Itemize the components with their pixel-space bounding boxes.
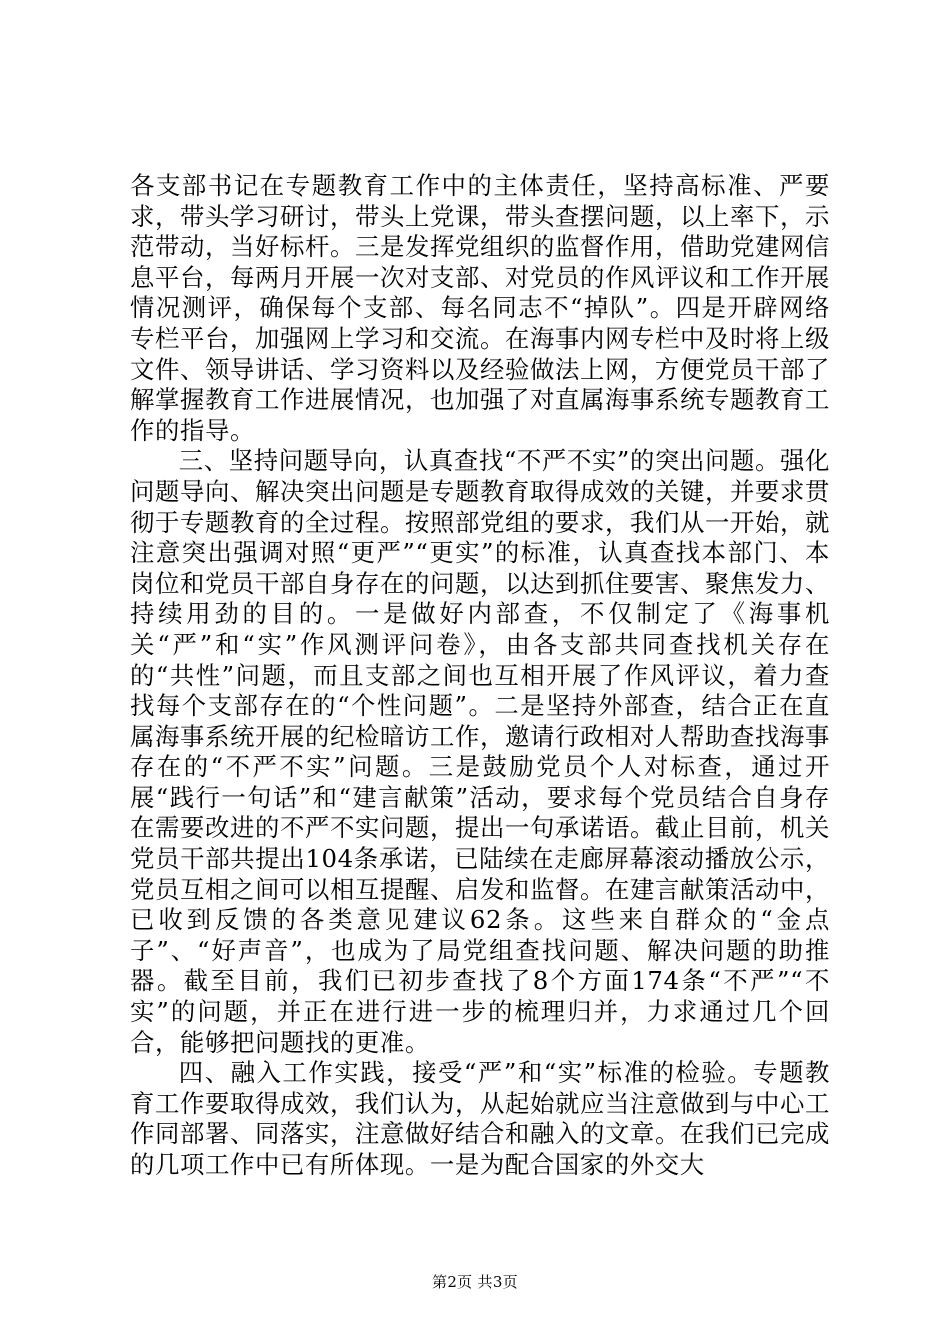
paragraph-section-four: 四、融入工作实践，接受“严”和“实”标准的检验。专题教育工作要取得成效，我们认为，从起始就应当注意做到与中心工作同部署、同落实，注意做好结合和融入的文章。在我们已完成的几项工作中已有所体现。一是为配合国家的外交大 bbox=[130, 1058, 830, 1179]
document-body bbox=[130, 171, 830, 1181]
paragraph-section-three: 三、坚持问题导向，认真查找“不严不实”的突出问题。强化问题导向、解决突出问题是专题教育取得成效的关键，并要求贯彻于专题教育的全过程。按照部党组的要求，我们从一开始，就注意突出强调对照“更严”“更实”的标准，认真查找本部门、本岗位和党员干部自身存在的问题，以达到抓住要害、聚焦发力、持续用劲的目的。一是做好内部查，不仅制定了《海事机关“严”和“实”作风测评问卷》，由各支部共同查找机关存在的“共性”问题，而且支部之间也互相开展了作风评议，着力查找每个支部存在的“个性问题”。二是坚持外部查，结合正在直属海事系统开展的纪检暗访工作，邀请行政相对人帮助查找海事存在的“不严不实”问题。三是鼓励党员个人对标查，通过开展“践行一句话”和“建言献策”活动，要求每个党员结合自身存在需要改进的不严不实问题，提出一句承诺语。截止目前，机关党员干部共提出104条承诺，已陆续在走廊屏幕滚动播放公示，党员互相之间可以相互提醒、启发和监督。在建言献策活动中，已收到反馈的各类意见建议62条。这些来自群众的“金点子”、“好声音”，也成为了局党组查找问题、解决问题的助推器。截至目前，我们已初步查找了8个方面174条“不严”“不实”的问题，并正在进行进一步的梳理归并，力求通过几个回合，能够把问题找的更准。 bbox=[130, 446, 830, 1057]
paragraph-continuation: 各支部书记在专题教育工作中的主体责任，坚持高标准、严要求，带头学习研讨，带头上党课，带头查摆问题，以上率下，示范带动，当好标杆。三是发挥党组织的监督作用，借助党建网信息平台，每两月开展一次对支部、对党员的作风评议和工作开展情况测评，确保每个支部、每名同志不“掉队”。四是开辟网络专栏平台，加强网上学习和交流。在海事内网专栏中及时将上级文件、领导讲话、学习资料以及经验做法上网，方便党员干部了解掌握教育工作进展情况，也加强了对直属海事系统专题教育工作的指导。 bbox=[130, 171, 830, 445]
page-number-footer: 第2页 共3页 bbox=[432, 1273, 518, 1291]
